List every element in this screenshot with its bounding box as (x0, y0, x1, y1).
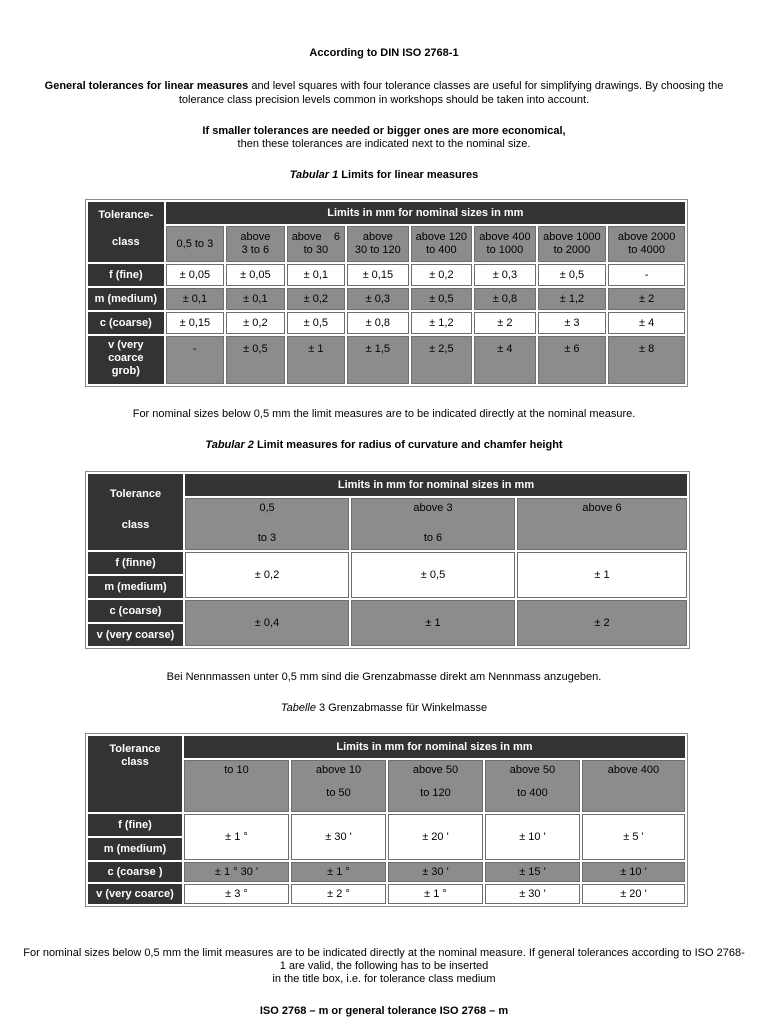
cell: ± 0,15 (347, 264, 409, 286)
cell: ± 20 ' (388, 814, 483, 860)
table-angular-measures (85, 733, 688, 907)
row-label: f (fine) (88, 264, 164, 286)
table2-caption-rest: Limit measures for radius of curvature and chamfer height (253, 439, 563, 451)
table3-col-header: above 50 to 120 (388, 760, 483, 812)
table2-corner-top: Tolerance (109, 488, 162, 500)
table-row (88, 288, 685, 310)
cell: ± 20 ' (582, 884, 685, 904)
cell: ± 1 (517, 552, 687, 598)
cell: ± 4 (608, 312, 685, 334)
footer-line-1: For nominal sizes below 0,5 mm the limit measures are to be indicated directly at the nominal measure. If general tolerances according to ISO 2768- (23, 947, 745, 959)
cell: ± 1 (287, 336, 345, 384)
row-label: v (very coarse) (88, 624, 183, 646)
table1-col-header: above 6 to 30 (287, 226, 345, 262)
note-bold: If smaller tolerances are needed or bigger ones are more economical, (202, 125, 566, 137)
cell: ± 0,05 (226, 264, 284, 286)
table2-span-header: Limits in mm for nominal sizes in mm (185, 474, 687, 496)
footer-line-3: in the title box, i.e. for tolerance class medium (272, 973, 496, 985)
footer-line-2: 1 are valid, the following has to be inserted (279, 960, 489, 972)
cell: ± 0,5 (411, 288, 473, 310)
cell: ± 0,2 (411, 264, 473, 286)
table1-col-header: above 120 to 400 (411, 226, 473, 262)
cell: ± 0,2 (287, 288, 345, 310)
table2-col-header: above 6 (517, 498, 687, 550)
cell: ± 5 ' (582, 814, 685, 860)
table3-caption-italic: Tabelle (280, 702, 316, 714)
cell: ± 4 (474, 336, 536, 384)
cell: ± 10 ' (582, 862, 685, 882)
cell: ± 0,1 (166, 288, 224, 310)
cell: ± 2 (517, 600, 687, 646)
table-linear-measures (85, 199, 688, 387)
cell: ± 0,4 (185, 600, 349, 646)
row-label: m (medium) (88, 838, 182, 860)
cell: ± 0,5 (538, 264, 607, 286)
table1-col-header: above 400 to 1000 (474, 226, 536, 262)
intro-bold: General tolerances for linear measures (44, 80, 249, 92)
table3-caption (0, 701, 768, 715)
table3-caption-rest: 3 Grenzabmasse für Winkelmasse (315, 702, 488, 714)
table3-corner-l1: Tolerance (109, 743, 161, 755)
cell: ± 10 ' (485, 814, 580, 860)
table2-col-header: 0,5 to 3 (185, 498, 349, 550)
table3-corner-l2: class (121, 756, 149, 768)
table3-col-header: above 50 to 400 (485, 760, 580, 812)
row-label: c (coarse) (88, 312, 164, 334)
table3-col-header: to 10 (184, 760, 289, 812)
footer-final: ISO 2768 – m or general tolerance ISO 2768 – m (259, 1005, 509, 1017)
table2-corner-bottom: class (121, 519, 150, 531)
cell: ± 30 ' (291, 814, 386, 860)
table-radius-chamfer (85, 471, 690, 649)
row-label: f (finne) (88, 552, 183, 574)
row-label: c (coarse) (88, 600, 183, 622)
cell: ± 0,8 (474, 288, 536, 310)
table1-col-header: above 30 to 120 (347, 226, 409, 262)
note-2: Bei Nennmassen unter 0,5 mm sind die Grenzabmasse direkt am Nennmass anzugeben. (166, 671, 602, 683)
table1-caption-italic: Tabular 1 (289, 169, 339, 181)
cell: ± 1 ° 30 ' (184, 862, 289, 882)
cell: ± 6 (538, 336, 607, 384)
table2-caption (0, 438, 768, 452)
cell: ± 8 (608, 336, 685, 384)
table1-corner-top: Tolerance- (98, 209, 154, 221)
document-title: According to DIN ISO 2768-1 (309, 47, 459, 59)
cell: ± 0,5 (287, 312, 345, 334)
row-label: v (very coarce) (88, 884, 182, 904)
cell: ± 0,2 (185, 552, 349, 598)
table-row (88, 884, 685, 904)
row-label: m (medium) (88, 288, 164, 310)
table-row (88, 862, 685, 882)
cell: ± 0,5 (351, 552, 515, 598)
cell: ± 0,15 (166, 312, 224, 334)
cell: ± 2,5 (411, 336, 473, 384)
table1-corner (88, 202, 164, 262)
cell: ± 0,1 (226, 288, 284, 310)
note-line-2: then these tolerances are indicated next to the nominal size. (237, 138, 531, 150)
cell: ± 0,05 (166, 264, 224, 286)
cell: ± 3 (538, 312, 607, 334)
cell: ± 1,2 (538, 288, 607, 310)
cell: ± 30 ' (485, 884, 580, 904)
row-label: c (coarse ) (88, 862, 182, 882)
row-label: m (medium) (88, 576, 183, 598)
cell: ± 2 (474, 312, 536, 334)
intro-line-2: tolerance class precision levels common in workshops should be taken into account. (178, 94, 590, 106)
table-row (88, 312, 685, 334)
table1-col-header: above 3 to 6 (226, 226, 284, 262)
table3-corner (88, 736, 182, 812)
row-label: v (very coarce grob) (88, 336, 164, 384)
cell: ± 0,8 (347, 312, 409, 334)
table1-col-header: 0,5 to 3 (166, 226, 224, 262)
intro-paragraph (0, 79, 768, 93)
cell: - (166, 336, 224, 384)
table1-corner-bottom: class (112, 236, 140, 248)
cell: ± 0,5 (226, 336, 284, 384)
table1-col-header: above 1000 to 2000 (538, 226, 607, 262)
table-row (88, 814, 685, 836)
cell: ± 0,3 (347, 288, 409, 310)
cell: ± 1 ° (291, 862, 386, 882)
table3-col-header: above 400 (582, 760, 685, 812)
cell: ± 0,2 (226, 312, 284, 334)
table2-corner (88, 474, 183, 550)
table2-col-header: above 3 to 6 (351, 498, 515, 550)
table3-span-header: Limits in mm for nominal sizes in mm (184, 736, 685, 758)
cell: ± 1 (351, 600, 515, 646)
intro-rest: and level squares with four tolerance classes are useful for simplifying drawings. By choosing the (248, 80, 724, 92)
note-1: For nominal sizes below 0,5 mm the limit measures are to be indicated directly at the nominal measure. (132, 408, 636, 420)
cell: ± 1,2 (411, 312, 473, 334)
cell: ± 30 ' (388, 862, 483, 882)
table3-col-header: above 10 to 50 (291, 760, 386, 812)
cell: ± 1,5 (347, 336, 409, 384)
cell: ± 1 ° (388, 884, 483, 904)
cell: - (608, 264, 685, 286)
cell: ± 1 ° (184, 814, 289, 860)
row-label: f (fine) (88, 814, 182, 836)
table-row (88, 336, 685, 384)
cell: ± 2 (608, 288, 685, 310)
table1-span-header: Limits in mm for nominal sizes in mm (166, 202, 685, 224)
table-row (88, 552, 687, 574)
cell: ± 2 ° (291, 884, 386, 904)
table-row (88, 600, 687, 622)
cell: ± 3 ° (184, 884, 289, 904)
table1-caption-rest: Limits for linear measures (338, 169, 479, 181)
cell: ± 0,3 (474, 264, 536, 286)
table2-caption-italic: Tabular 2 (205, 439, 254, 451)
cell: ± 15 ' (485, 862, 580, 882)
table1-col-header: above 2000 to 4000 (608, 226, 685, 262)
table1-caption (0, 168, 768, 182)
cell: ± 0,1 (287, 264, 345, 286)
table-row (88, 264, 685, 286)
